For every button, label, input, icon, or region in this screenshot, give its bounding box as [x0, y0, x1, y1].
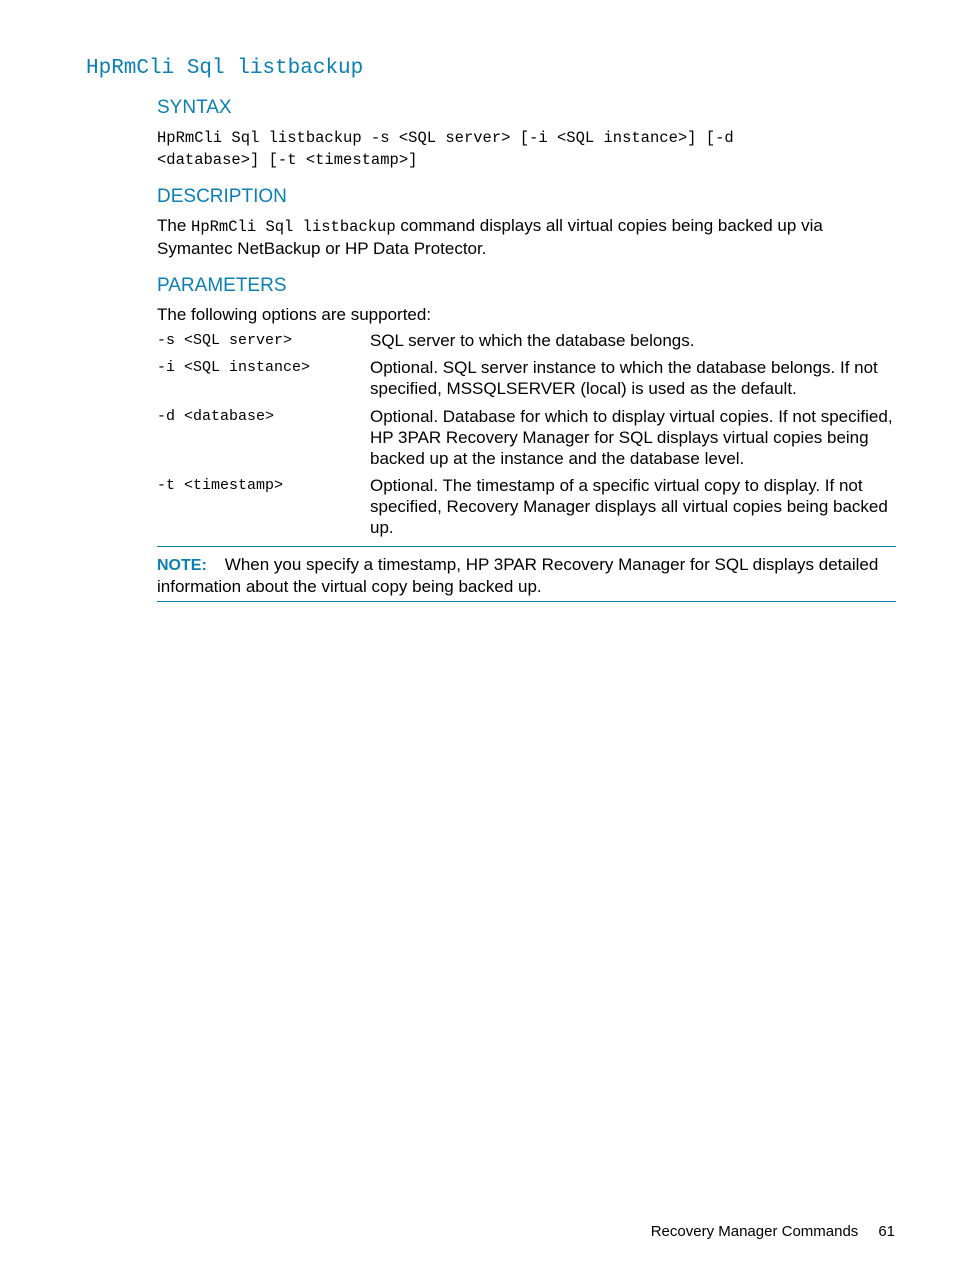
parameter-description: Optional. Database for which to display virtual copies. If not specified, HP 3PAR Recovery Manager for SQL displays virtual copies being backed up at the instance and the database level. [370, 407, 893, 468]
parameter-description: Optional. The timestamp of a specific virtual copy to display. If not specified, Recovery Manager displays all virtual copies being backed up. [370, 476, 888, 537]
syntax-command: HpRmCli Sql listbackup -s <SQL server> [-i <SQL instance>] [-d <database>] [-t <timestamp>] [157, 129, 734, 169]
description-command: HpRmCli Sql listbackup [191, 218, 396, 236]
parameters-intro: The following options are supported: [157, 305, 432, 324]
parameter-name: -s <SQL server> [157, 332, 293, 349]
note-box [157, 546, 896, 602]
description-prefix: The [157, 216, 187, 235]
description-suffix: command displays all virtual copies being backed up via Symantec NetBackup or HP Data Protector. [157, 216, 823, 258]
parameter-name: -t <timestamp> [157, 477, 284, 494]
parameter-description: SQL server to which the database belongs. [370, 331, 695, 350]
note-label: NOTE: [157, 557, 207, 574]
page-footer [560, 1222, 895, 1242]
parameter-description: Optional. SQL server instance to which the database belongs. If not specified, MSSQLSERVER (local) is used as the default. [370, 358, 878, 398]
description-paragraph [157, 215, 877, 259]
syntax-heading: SYNTAX [157, 97, 232, 118]
command-title: HpRmCli Sql listbackup [86, 57, 364, 80]
parameters-heading: PARAMETERS [157, 275, 287, 296]
parameter-name: -d <database> [157, 408, 275, 425]
description-heading: DESCRIPTION [157, 186, 287, 207]
note-paragraph [157, 554, 896, 597]
parameter-name: -i <SQL instance> [157, 359, 311, 376]
footer-section-title: Recovery Manager Commands [650, 1223, 859, 1240]
page-number: 61 [878, 1223, 895, 1240]
note-text: When you specify a timestamp, HP 3PAR Recovery Manager for SQL displays detailed information about the virtual copy being backed up. [157, 555, 879, 596]
